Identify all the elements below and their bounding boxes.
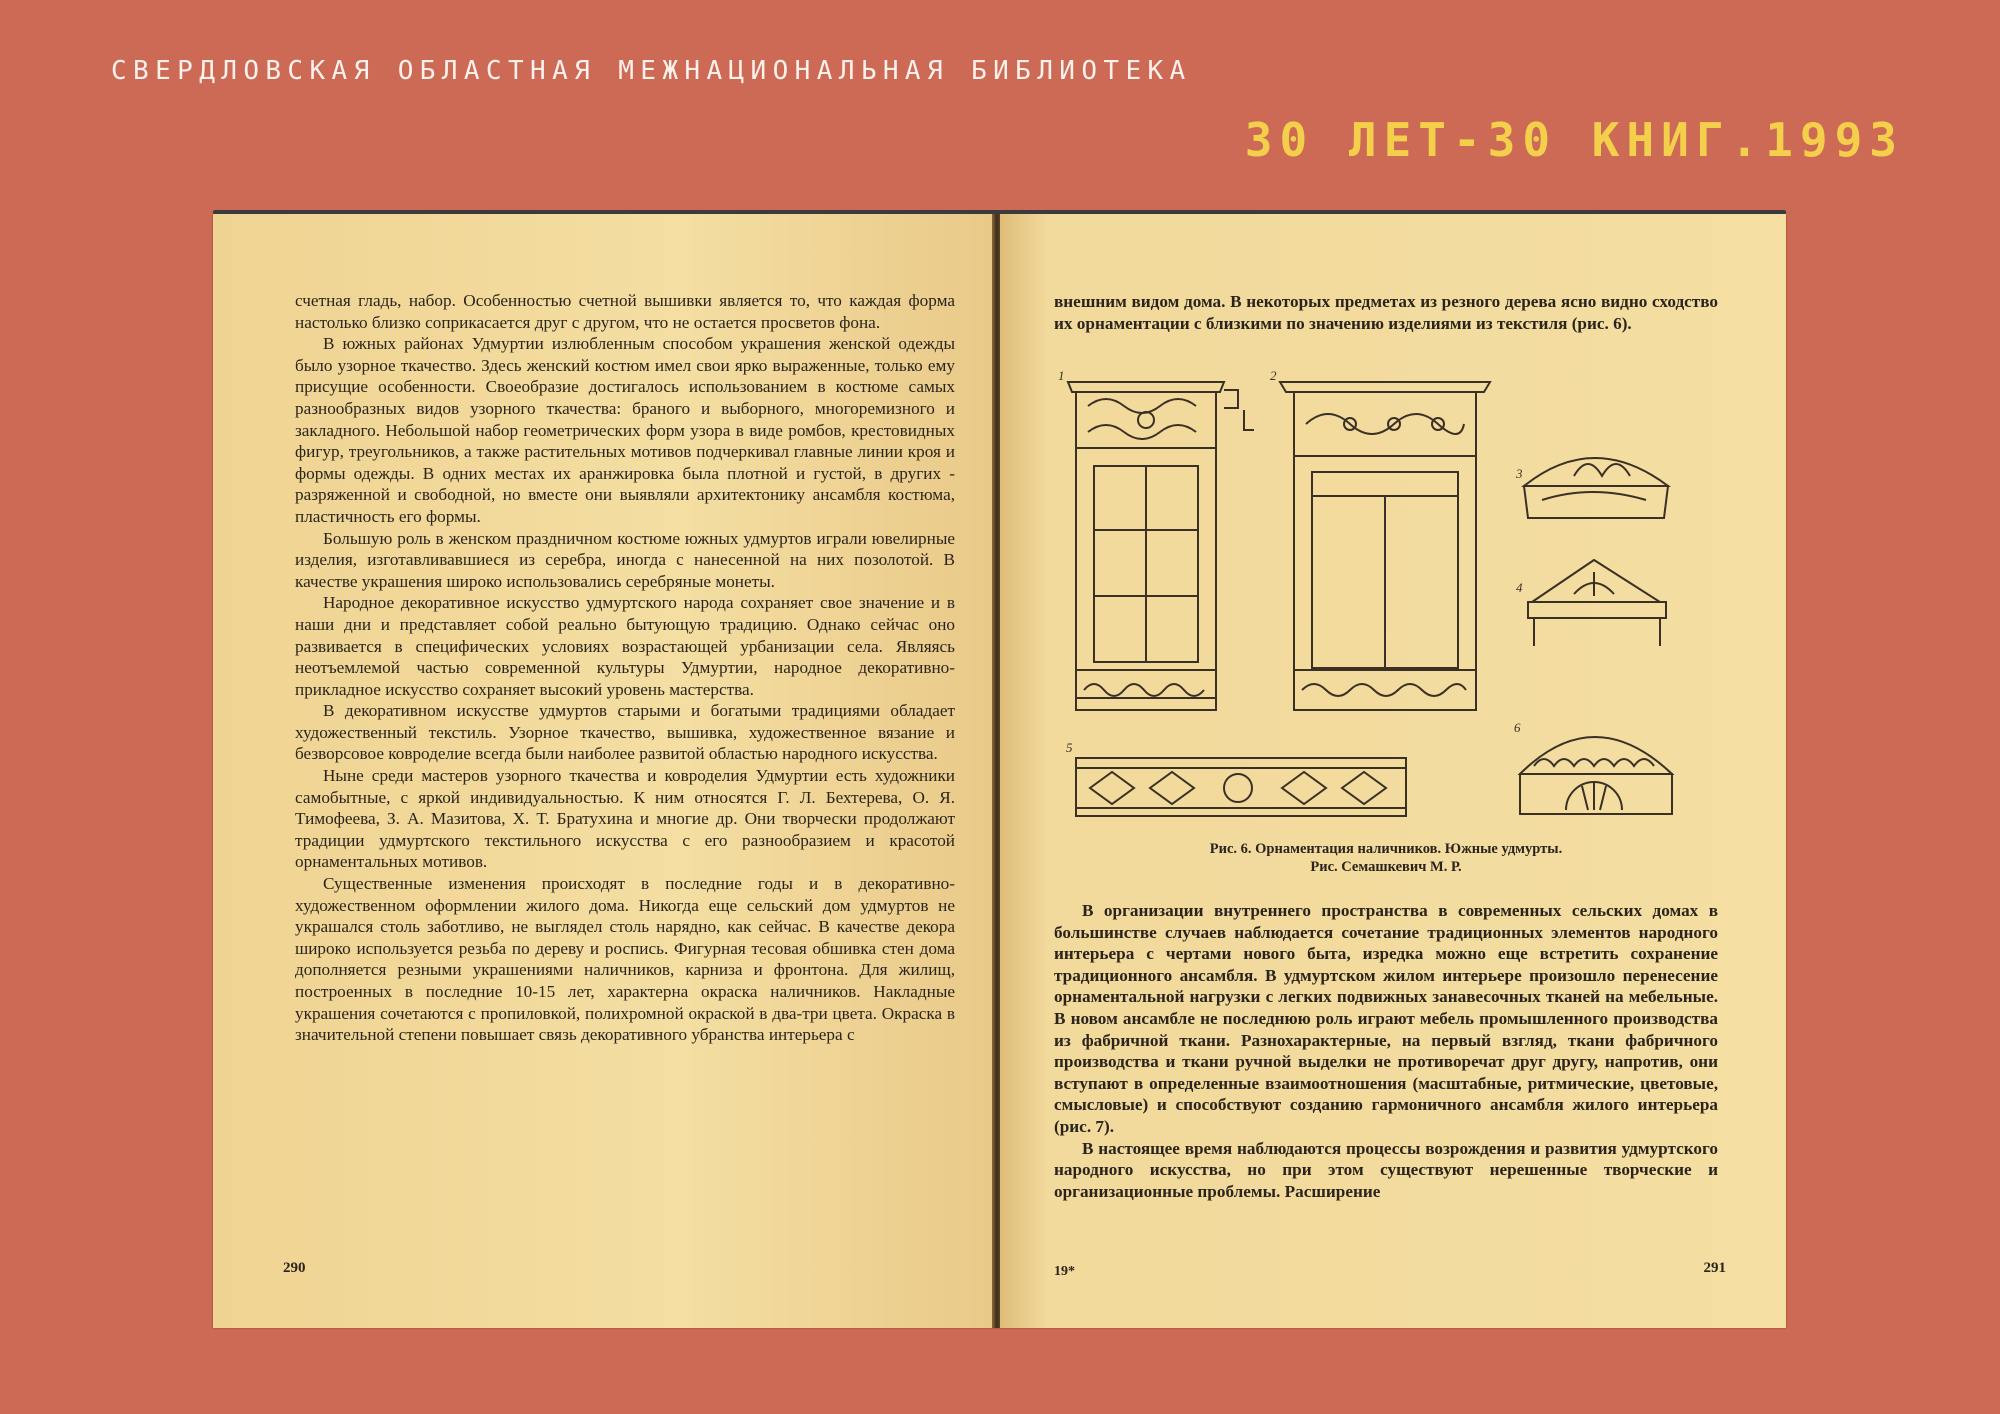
window-frame-drawing-2 bbox=[1280, 382, 1490, 710]
window-frame-drawing-1 bbox=[1068, 382, 1254, 710]
figure-caption-line-1: Рис. 6. Орнаментация наличников. Южные удмурты. bbox=[1209, 841, 1563, 857]
paragraph: счетная гладь, набор. Особенностью счетной вышивки является то, что каждая форма настолько близко соприкасается друг с другом, что не остается просветов фона. bbox=[295, 291, 955, 332]
right-page bbox=[1000, 214, 1786, 1328]
library-name: СВЕРДЛОВСКАЯ ОБЛАСТНАЯ МЕЖНАЦИОНАЛЬНАЯ БИБЛИОТЕКА bbox=[111, 56, 1192, 86]
page-number-right: 291 bbox=[1703, 1260, 1726, 1276]
pediment-drawing-4 bbox=[1528, 560, 1666, 646]
right-page-bottom-text bbox=[1054, 900, 1718, 1202]
paragraph: Существенные изменения происходят в последние годы и в декоративно-художественном оформлении жилого дома. Никогда еще сельский дом удмуртов не украшался столь заботливо, не выглядел столь нарядно, как сейчас. В качестве декора широко используется резьба по дереву и роспись. Фигурная тесовая обшивка стен дома дополняется резными украшениями наличников, карниза и фронтона. Для жилищ, построенных в последние 10-15 лет, характерна окраска наличников. Накладные украшения сочетаются с пропиловкой, полихромной окраской в два-три цвета. Окраска в значительной степени повышает связь декоративного убранства интерьера с bbox=[295, 874, 955, 1045]
page-number-left: 290 bbox=[283, 1260, 306, 1276]
right-page-top-text bbox=[1054, 291, 1718, 334]
paragraph: Народное декоративное искусство удмуртского народа сохраняет свое значение и в наши дни и представляет собой реально бытующую традицию. Однако сейчас оно развивается в специфических условиях возрастающей урбанизации села. Являясь неотъемлемой частью современной культуры Удмуртии, народное декоративно-прикладное искусство сохраняет высокий уровень мастерства. bbox=[295, 593, 955, 699]
paragraph: Большую роль в женском праздничном костюме южных удмуртов играли ювелирные изделия, изготавливавшиеся из серебра, иногда с нанесенной на них позолотой. В качестве украшения широко использовались серебряные монеты. bbox=[295, 528, 955, 591]
figure-caption-line-2: Рис. Семашкевич М. Р. bbox=[1310, 859, 1462, 875]
paragraph: В декоративном искусстве удмуртов старыми и богатыми традициями обладает художественный текстиль. Узорное ткачество, вышивка, художественное вязание и безворсовое ковроделие всегда были наиболее развитой областью народного искусства. bbox=[295, 701, 955, 764]
paragraph: В настоящее время наблюдаются процессы возрождения и развития удмуртского народного искусства, но при этом существуют нерешенные творческие и организационные проблемы. Расширение bbox=[1054, 1138, 1718, 1201]
paragraph: внешним видом дома. В некоторых предметах из резного дерева ясно видно сходство их орнаментации с близкими по значению изделиями из текстиля (рис. 6). bbox=[1054, 292, 1718, 333]
figure-label-2: 2 bbox=[1270, 370, 1277, 383]
left-page-text bbox=[295, 290, 955, 1046]
figure-label-4: 4 bbox=[1516, 580, 1523, 595]
printer-signature-mark: 19* bbox=[1054, 1264, 1075, 1279]
figure-caption bbox=[1054, 840, 1718, 876]
left-page bbox=[213, 214, 996, 1328]
figure-label-5: 5 bbox=[1066, 740, 1073, 755]
series-title: 30 ЛЕТ-30 КНИГ.1993 bbox=[1244, 113, 1904, 167]
window-frame-ornament-figure bbox=[1054, 370, 1718, 830]
paragraph: Ныне среди мастеров узорного ткачества и ковроделия Удмуртии есть художники самобытные, с яркой индивидуальностью. К ним относятся Г. Л. Бехтерева, О. Я. Тимофеева, З. А. Мазитова, Х. Т. Братухина и многие др. Они творчески продолжают традиции удмуртского текстильного искусства с его разнообразием и красотой орнаментальных мотивов. bbox=[295, 766, 955, 872]
figure-label-3: 3 bbox=[1516, 466, 1523, 481]
pediment-drawing-6 bbox=[1520, 737, 1672, 814]
pediment-drawing-3 bbox=[1524, 458, 1668, 518]
paragraph: В южных районах Удмуртии излюбленным способом украшения женской одежды было узорное ткачество. Здесь женский костюм имел свои ярко выраженные, только ему присущие особенности. Своеобразие достигалось использованием в костюме самых разнообразных видов узорного ткачества: браного и выборного, многоремизного и закладного. Небольшой набор геометрических форм узора в виде ромбов, крестовидных фигур, треугольников, а также растительных мотивов подчеркивал главные линии кроя и формы одежды. В одних местах их аранжировка была плотной и густой, в других - разряженной и свободной, но вместе они выявляли архитектонику ансамбля костюма, пластичность его формы. bbox=[295, 334, 955, 526]
figure-label-1: 1 bbox=[1058, 370, 1065, 383]
book-spread bbox=[213, 214, 1786, 1328]
ornament-band-drawing-5 bbox=[1076, 758, 1406, 816]
figure-label-6: 6 bbox=[1514, 720, 1521, 735]
paragraph: В организации внутреннего пространства в современных сельских домах в большинстве случаев наблюдается сочетание традиционных элементов народного интерьера с чертами нового быта, изредка можно еще встретить сохранение традиционного ансамбля. В удмуртском жилом интерьере произошло перенесение орнаментальной нагрузки с легких подвижных занавесочных тканей на мебельные. В новом ансамбле не последнюю роль играют мебель промышленного производства из фабричной ткани. Разнохарактерные, на первый взгляд, ткани фабричного производства и ткани ручной выделки не противоречат друг другу, напротив, они вступают в определенные взаимоотношения (масштабные, ритмические, цветовые, смысловые) и способствуют созданию гармоничного ансамбля жилого интерьера (рис. 7). bbox=[1054, 901, 1718, 1136]
